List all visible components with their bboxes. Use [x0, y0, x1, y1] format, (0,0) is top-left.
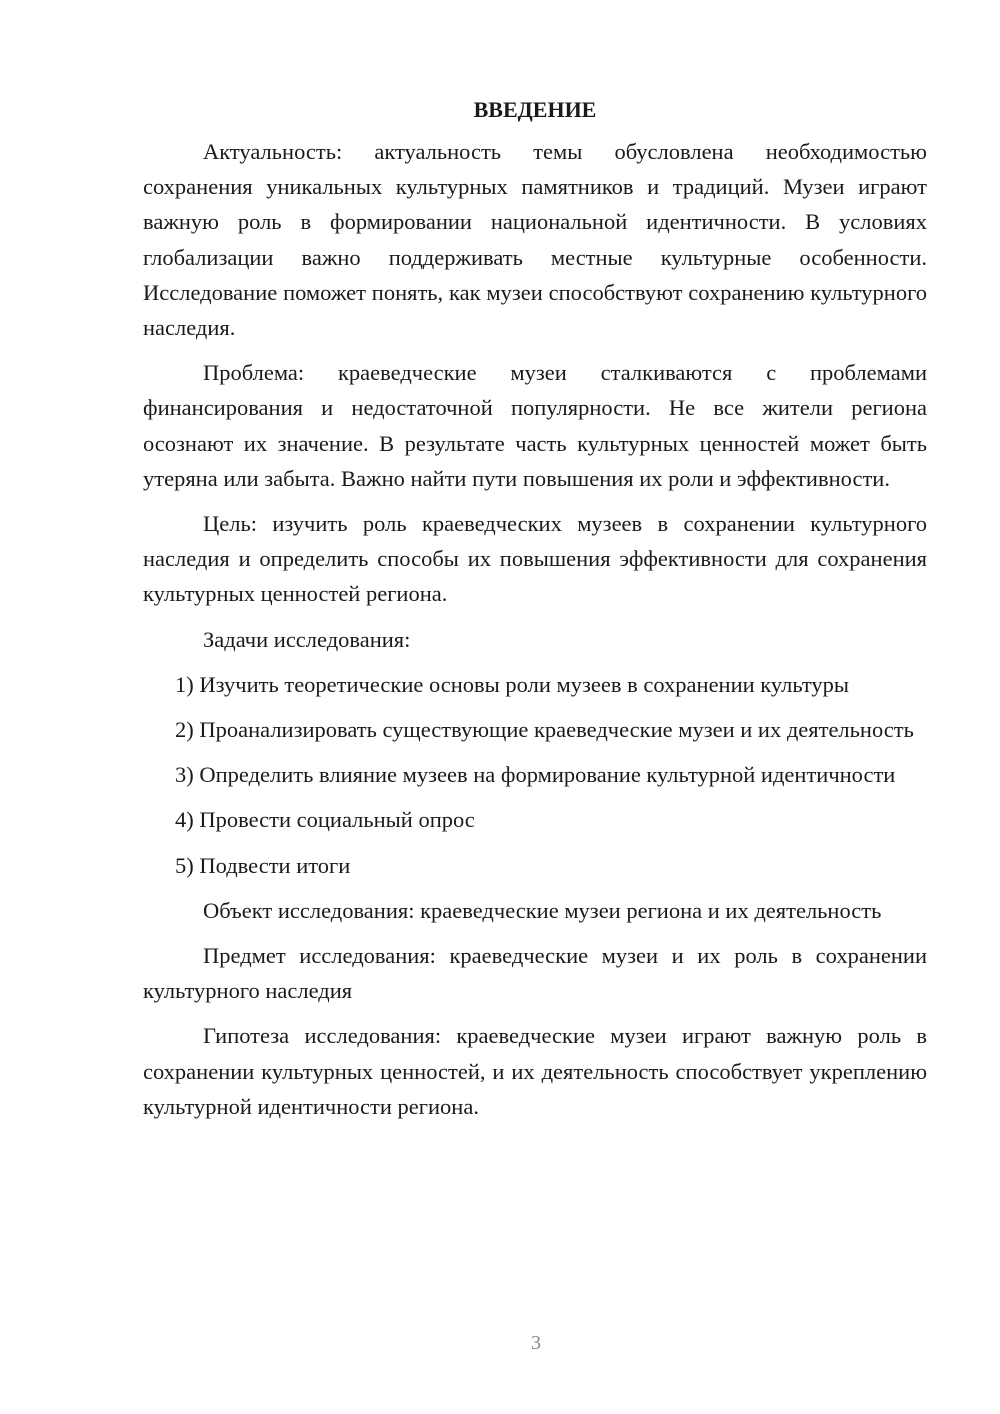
task-item-5: 5) Подвести итоги — [175, 852, 351, 878]
object-paragraph: Объект исследования: краеведческие музеи региона и их деятельность — [203, 897, 882, 923]
task-item-4: 4) Провести социальный опрос — [175, 807, 475, 833]
task-item-3: 3) Определить влияние музеев на формирование культурной идентичности — [175, 762, 896, 788]
problem-paragraph: Проблема: краеведческие музеи сталкиваются с проблемами финансирования и недостаточной популярности. Не все жители региона осознают их значение. В результате часть культурных ценностей может быть утеряна или забыта. Важно найти пути повышения их роли и эффективности. — [143, 360, 927, 491]
page-title: ВВЕДЕНИЕ — [473, 97, 597, 122]
hypothesis-paragraph: Гипотеза исследования: краеведческие музеи играют важную роль в сохранении культурных ценностей, и их деятельность способствует укреплению культурной идентичности региона. — [143, 1023, 927, 1119]
task-item-2: 2) Проанализировать существующие краеведческие музеи и их деятельность — [175, 717, 914, 743]
subject-paragraph: Предмет исследования: краеведческие музеи и их роль в сохранении культурного наследия — [143, 943, 927, 1004]
task-item-1: 1) Изучить теоретические основы роли музеев в сохранении культуры — [175, 671, 849, 697]
relevance-paragraph: Актуальность: актуальность темы обусловлена необходимостью сохранения уникальных культурных памятников и традиций. Музеи играют важную роль в формировании национальной идентичности. В условиях глобализации важно поддерживать местные культурные особенности. Исследование поможет понять, как музеи способствуют сохранению культурного наследия. — [143, 139, 927, 341]
page-number: 3 — [531, 1332, 541, 1354]
document-page — [143, 92, 927, 1134]
goal-paragraph: Цель: изучить роль краеведческих музеев в сохранении культурного наследия и определить способы их повышения эффективности для сохранения культурных ценностей региона. — [143, 511, 927, 607]
tasks-heading: Задачи исследования: — [203, 626, 411, 652]
